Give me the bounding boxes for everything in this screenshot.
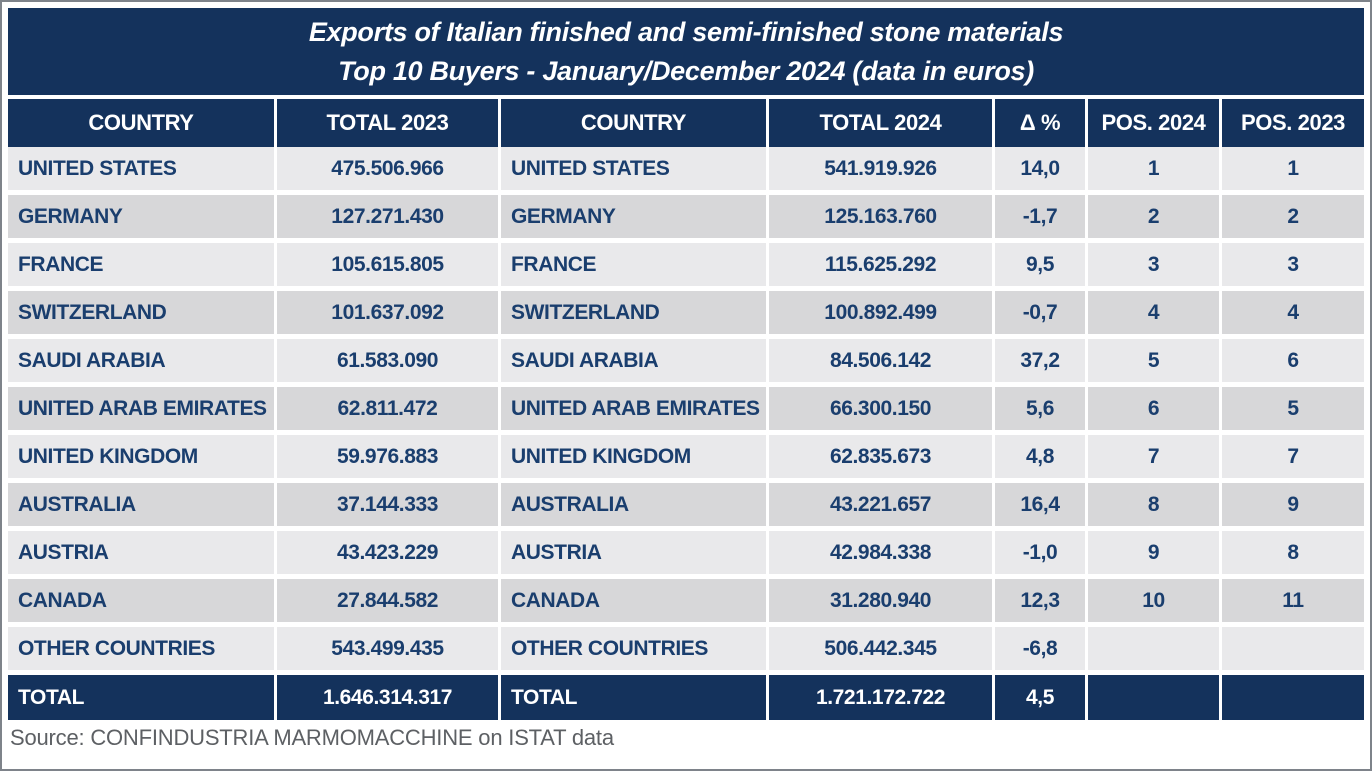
column-header: COUNTRY — [8, 99, 274, 147]
value-cell: 37.144.333 — [277, 483, 498, 526]
value-cell — [1088, 627, 1219, 670]
country-cell: AUSTRIA — [501, 531, 766, 574]
value-cell: 3 — [1222, 243, 1364, 286]
country-cell: FRANCE — [8, 243, 274, 286]
value-cell: 61.583.090 — [277, 339, 498, 382]
country-cell: FRANCE — [501, 243, 766, 286]
value-cell: -0,7 — [995, 291, 1085, 334]
value-cell: 37,2 — [995, 339, 1085, 382]
value-cell: 43.423.229 — [277, 531, 498, 574]
value-cell: -1,7 — [995, 195, 1085, 238]
total-value-cell: 1.646.314.317 — [277, 675, 498, 720]
value-cell: 100.892.499 — [769, 291, 992, 334]
country-cell: AUSTRALIA — [8, 483, 274, 526]
data-grid — [8, 99, 1364, 718]
value-cell: 62.835.673 — [769, 435, 992, 478]
value-cell: 5,6 — [995, 387, 1085, 430]
value-cell: 6 — [1222, 339, 1364, 382]
value-cell: 101.637.092 — [277, 291, 498, 334]
value-cell: 84.506.142 — [769, 339, 992, 382]
country-cell: SAUDI ARABIA — [501, 339, 766, 382]
total-label-cell: TOTAL — [8, 675, 274, 720]
value-cell: 543.499.435 — [277, 627, 498, 670]
column-header: Δ % — [995, 99, 1085, 147]
country-cell: AUSTRALIA — [501, 483, 766, 526]
column-header: POS. 2023 — [1222, 99, 1364, 147]
total-value-cell — [1222, 675, 1364, 720]
value-cell: 3 — [1088, 243, 1219, 286]
value-cell: 16,4 — [995, 483, 1085, 526]
total-value-cell: 4,5 — [995, 675, 1085, 720]
value-cell: 4,8 — [995, 435, 1085, 478]
country-cell: SWITZERLAND — [8, 291, 274, 334]
exports-table — [8, 8, 1364, 751]
value-cell: 42.984.338 — [769, 531, 992, 574]
column-header: COUNTRY — [501, 99, 766, 147]
country-cell: OTHER COUNTRIES — [8, 627, 274, 670]
value-cell: 2 — [1222, 195, 1364, 238]
value-cell: 12,3 — [995, 579, 1085, 622]
value-cell: 1 — [1088, 147, 1219, 190]
value-cell: 4 — [1088, 291, 1219, 334]
value-cell: 8 — [1088, 483, 1219, 526]
value-cell: 43.221.657 — [769, 483, 992, 526]
total-value-cell — [1088, 675, 1219, 720]
value-cell: 7 — [1088, 435, 1219, 478]
value-cell: 10 — [1088, 579, 1219, 622]
country-cell: AUSTRIA — [8, 531, 274, 574]
country-cell: UNITED ARAB EMIRATES — [8, 387, 274, 430]
value-cell: 9 — [1088, 531, 1219, 574]
value-cell: 6 — [1088, 387, 1219, 430]
value-cell: 27.844.582 — [277, 579, 498, 622]
column-header: POS. 2024 — [1088, 99, 1219, 147]
value-cell — [1222, 627, 1364, 670]
country-cell: CANADA — [8, 579, 274, 622]
country-cell: UNITED STATES — [501, 147, 766, 190]
value-cell: 66.300.150 — [769, 387, 992, 430]
country-cell: UNITED STATES — [8, 147, 274, 190]
value-cell: 506.442.345 — [769, 627, 992, 670]
value-cell: 2 — [1088, 195, 1219, 238]
column-header: TOTAL 2023 — [277, 99, 498, 147]
table-title-banner — [8, 8, 1364, 95]
country-cell: UNITED ARAB EMIRATES — [501, 387, 766, 430]
value-cell: 4 — [1222, 291, 1364, 334]
value-cell: 7 — [1222, 435, 1364, 478]
value-cell: 125.163.760 — [769, 195, 992, 238]
value-cell: 127.271.430 — [277, 195, 498, 238]
total-value-cell: 1.721.172.722 — [769, 675, 992, 720]
source-note: Source: CONFINDUSTRIA MARMOMACCHINE on ISTAT data — [10, 725, 614, 750]
value-cell: 475.506.966 — [277, 147, 498, 190]
country-cell: SWITZERLAND — [501, 291, 766, 334]
value-cell: 9 — [1222, 483, 1364, 526]
value-cell: 1 — [1222, 147, 1364, 190]
value-cell: 9,5 — [995, 243, 1085, 286]
country-cell: OTHER COUNTRIES — [501, 627, 766, 670]
total-label-cell: TOTAL — [501, 675, 766, 720]
country-cell: CANADA — [501, 579, 766, 622]
value-cell: 5 — [1222, 387, 1364, 430]
table-title-line2: Top 10 Buyers - January/December 2024 (data in euros) — [338, 55, 1034, 86]
column-header: TOTAL 2024 — [769, 99, 992, 147]
value-cell: 8 — [1222, 531, 1364, 574]
value-cell: 14,0 — [995, 147, 1085, 190]
value-cell: 31.280.940 — [769, 579, 992, 622]
value-cell: 59.976.883 — [277, 435, 498, 478]
country-cell: GERMANY — [501, 195, 766, 238]
value-cell: -6,8 — [995, 627, 1085, 670]
country-cell: UNITED KINGDOM — [501, 435, 766, 478]
country-cell: SAUDI ARABIA — [8, 339, 274, 382]
value-cell: 5 — [1088, 339, 1219, 382]
value-cell: 62.811.472 — [277, 387, 498, 430]
value-cell: -1,0 — [995, 531, 1085, 574]
value-cell: 105.615.805 — [277, 243, 498, 286]
country-cell: GERMANY — [8, 195, 274, 238]
country-cell: UNITED KINGDOM — [8, 435, 274, 478]
value-cell: 115.625.292 — [769, 243, 992, 286]
value-cell: 541.919.926 — [769, 147, 992, 190]
value-cell: 11 — [1222, 579, 1364, 622]
table-title-line1: Exports of Italian finished and semi-finished stone materials — [308, 16, 1064, 47]
